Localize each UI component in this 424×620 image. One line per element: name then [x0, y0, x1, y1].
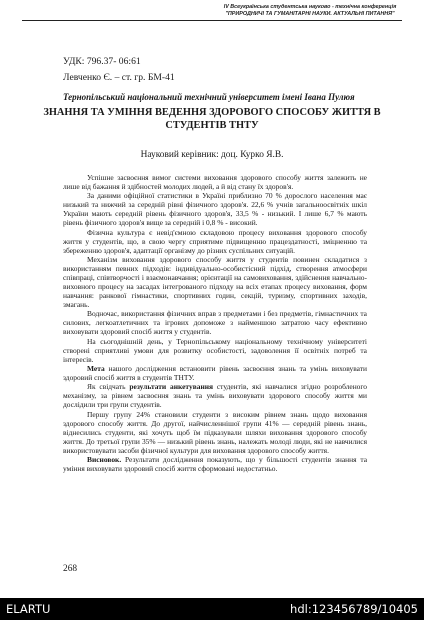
paragraph: Механізм виховання здорового способу життя у студентів повинен складатися з використанням певних підходів: індивідуально-особистісний підхід, створення атмосфери співпраці, співтворчості і взаємонавчання; орієнтації на самовиховання, здійснення навчально-виховного процесу на засадах інтегрованого підходу на всіх етапах процесу виховання, форм навчання: ранкової гімнастики, спортивних годин, секцій, туризму, спортивних заходів, змагань.: [63, 255, 367, 309]
conclusion-lead: Висновок.: [87, 455, 122, 465]
aim-text: нашого дослідження встановити рівень засвоєння знань та умінь виховувати здоровий спосіб життя в студентів ТНТУ.: [63, 364, 367, 382]
paragraph: Першу групу 24% становили студенти з високим рівнем знань щодо виховання здорового способу життя. До другої, найчисленнішої групи 41% — середній рівень знань, віднесились студенти, які хочуть щоб їм підказували шляхи виховання здорового способу життя. До третьої групи 35% — низький рівень знань, належать молоді люди, які не навчилися використовувати засоби фізичної культури для виховання здорового способу життя.: [63, 409, 367, 455]
handle-id: hdl:123456789/10405: [290, 602, 418, 616]
paragraph-aim: [63, 365, 367, 383]
page-number: 268: [63, 564, 78, 574]
repository-name: ELARTU: [6, 602, 51, 616]
paper-body: [63, 174, 367, 474]
paper-title: ЗНАННЯ ТА УМІННЯ ВЕДЕННЯ ЗДОРОВОГО СПОСОБУ ЖИТТЯ В СТУДЕНТІВ ТНТУ: [43, 107, 381, 131]
paragraph: Успішне засвоєння вимог системи виховання здорового способу життя залежить не лише від бажання й здібностей молодих людей, а й від стану їх здоров'я.: [63, 173, 367, 191]
paragraph: Водночас, використання фізичних вправ з предметами і без предметів, гімнастичних та силових, легкоатлетичних та ігрових допоможе з найменшою затратою часу ефективно виховувати здоровий спосіб життя у студентів.: [63, 309, 367, 337]
header-rule: [22, 20, 402, 21]
affiliation: Тернопільський національний технічний університет імені Івана Пулюя: [63, 92, 355, 102]
results-prefix: Як свідчать: [87, 382, 130, 392]
aim-lead: Мета: [87, 364, 105, 374]
paragraph: Фізична культура є невід'ємною складовою процесу виховання здорового способу життя у студентів, що, в свою чергу сприятиме підвищенню працездатності, зміцненню та збереженню здоров'я, адаптації організму до різних суспільних ситуацій.: [63, 227, 367, 255]
paragraph-results: [63, 383, 367, 410]
paragraph: За даними офіційної статистики в Україні приблизно 70 % дорослого населення має низький та нижчий за середній рівні фізичного здоров'я. 22,6 % учнів загальноосвітніх шкіл України мають середній рівень фізичного здоров'я, 33,5 % - низький. І лише 6,7 % мають рівень фізичного здоров'я вище за середній і 0,8 % - високий.: [63, 191, 367, 228]
supervisor-line: Науковий керівник: доц. Курко Я.В.: [140, 150, 284, 160]
results-lead: результати анкетування: [129, 382, 214, 392]
author-line: Левченко Є. – ст. гр. БМ-41: [63, 72, 175, 83]
repository-footer: [0, 598, 424, 620]
conference-header: IV Всеукраїнська студентська науково - технічна конференція "ПРИРОДНИЧІ ТА ГУМАНІТАРНІ НАУКИ. АКТУАЛЬНІ ПИТАННЯ": [223, 4, 397, 17]
udc-code: УДК: 796.37- 06:61: [63, 56, 141, 67]
conclusion-text: Результати дослідження показують, що у більшості студентів знання та уміння виховувати здоровий спосіб життя сформовані недостатньо.: [63, 455, 367, 473]
paragraph: На сьогоднішній день, у Тернопільському національному технічному університеті створені сприятливі умови для розвитку особистості, задоволення її освітніх потреб та інтересів.: [63, 336, 367, 364]
results-text: студентів, які навчалися згідно розробленого механізму, за рівнем засвоєння знань та умінь виховувати здорового способу життя ми дослідили три групи студентів.: [63, 382, 367, 410]
paragraph-conclusion: [63, 456, 367, 474]
